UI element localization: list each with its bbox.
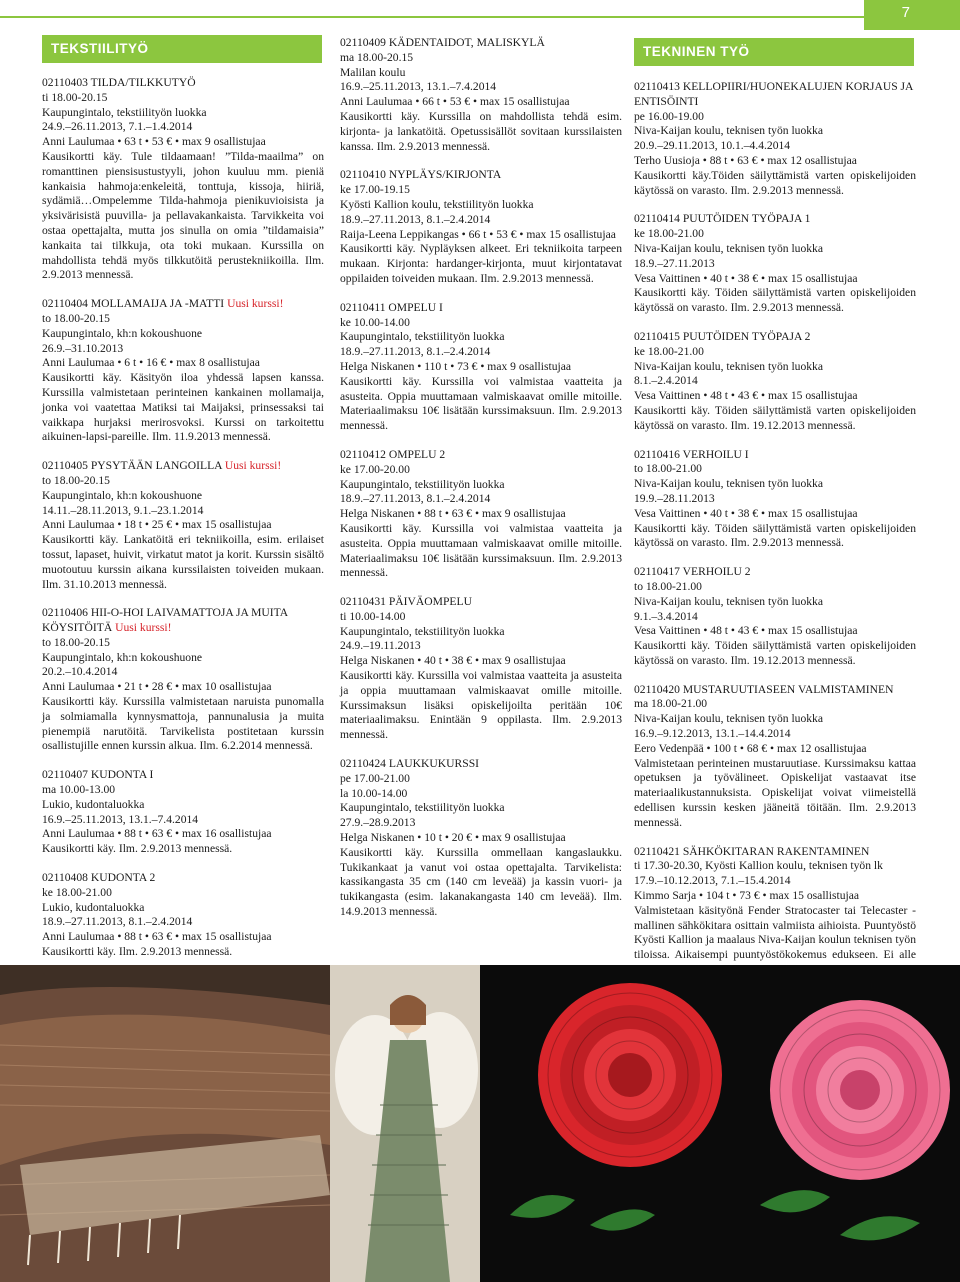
tilda-angel-photo: [330, 965, 480, 1282]
course-detail-line: 18.9.–27.11.2013, 8.1.–2.4.2014: [340, 492, 491, 506]
course-detail-line: 9.1.–3.4.2014: [634, 609, 698, 623]
course-detail-line: Anni Laulumaa • 63 t • 53 € • max 9 osallistujaa: [42, 135, 266, 149]
course-detail-line: Anni Laulumaa • 88 t • 63 € • max 15 osallistujaa: [42, 930, 272, 944]
course-detail-line: ke 18.00-21.00: [634, 344, 704, 358]
course-title-text: 02110408 KUDONTA 2: [42, 871, 156, 885]
course-title: [634, 448, 916, 463]
course-detail-line: 27.9.–28.9.2013: [340, 816, 416, 830]
course-title: [634, 845, 916, 860]
course-title: [42, 871, 324, 886]
course-detail-line: Anni Laulumaa • 18 t • 25 € • max 15 osallistujaa: [42, 518, 272, 532]
course-title-text: 02110405 PYSYTÄÄN LANGOILLA: [42, 459, 222, 473]
column-left-courses: [42, 76, 324, 974]
course-title-text: 02110413 KELLOPIIRI/HUONEKALUJEN KORJAUS JA ENTISÖINTI: [634, 80, 913, 108]
new-course-badge: Uusi kurssi!: [115, 621, 172, 635]
course-title-text: 02110417 VERHOILU 2: [634, 565, 751, 579]
lace-rose-illustration: [480, 965, 960, 1282]
course-detail-line: Niva-Kaijan koulu, teknisen työn luokka: [634, 241, 824, 255]
course-detail-line: Helga Niskanen • 10 t • 20 € • max 9 osallistujaa: [340, 831, 566, 845]
course-detail-line: Kausikortti käy. Ilm. 2.9.2013 mennessä.: [42, 842, 233, 856]
woven-blanket-illustration: [0, 965, 330, 1282]
course-detail-line: Anni Laulumaa • 66 t • 53 € • max 15 osallistujaa: [340, 95, 570, 109]
course-detail-line: Niva-Kaijan koulu, teknisen työn luokka: [634, 594, 824, 608]
page-number-tab: [864, 0, 960, 30]
course-description: Kausikortti käy. Kurssilla valmistetaan naruista punomalla ja solmiamalla kynnysmattoja, pannunalusia ja muita pienempiä narutöitä. Tarvikelista postitetaan kurssin osallistujille ennen kurssin alkua. Ilm. 6.2.2014 mennessä.: [42, 695, 324, 753]
course-detail-line: ti 10.00-14.00: [340, 609, 406, 623]
course-detail-line: Vesa Vaittinen • 40 t • 38 € • max 15 osallistujaa: [634, 271, 858, 285]
course-title: [42, 606, 324, 636]
course-detail-line: ti 17.30-20.30, Kyösti Kallion koulu, teknisen työn lk: [634, 859, 883, 873]
course-detail-line: to 18.00-20.15: [42, 635, 110, 649]
course-entry: [340, 36, 622, 154]
course-detail-line: Kimmo Sarja • 104 t • 73 € • max 15 osallistujaa: [634, 889, 860, 903]
course-title: [340, 36, 622, 51]
course-detail-line: ke 17.00-19.15: [340, 183, 410, 197]
course-description: Kausikortti käy. Kurssilla ommellaan kangaslaukku. Tukikankaat ja vanut voi ostaa opettajalta. Tarvikelista: kassikangasta 35 cm (140 cm leveää) ja kassin vuori- ja tukikangasta (esim. lakanakangasta 140 cm leveää). Ilm. 14.9.2013 mennessä.: [340, 845, 622, 919]
course-detail-line: Kaupungintalo, tekstiilityön luokka: [340, 330, 505, 344]
course-entry: [634, 683, 916, 831]
course-detail-line: Kaupungintalo, tekstiilityön luokka: [340, 801, 505, 815]
course-title: [42, 459, 324, 474]
course-detail-line: Kaupungintalo, tekstiilityön luokka: [340, 624, 505, 638]
course-description: Kausikortti käy. Töiden säilyttämistä varten opiskelijoiden käytössä on varasto. Ilm. 2.9.2013 mennessä.: [634, 521, 916, 550]
course-detail-line: Kaupungintalo, kh:n kokoushuone: [42, 488, 203, 502]
course-detail-line: Kaupungintalo, kh:n kokoushuone: [42, 650, 203, 664]
course-entry: [42, 606, 324, 754]
course-description: Kausikortti käy. Kurssilla voi valmistaa vaatteita ja asusteita. Oppia muuttamaan valmiskaavat omille mitoille. Materiaalimaksu 10€ lisätään kurssimaksuun. Ilm. 2.9.2013 mennessä.: [340, 374, 622, 433]
course-detail-line: 19.9.–28.11.2013: [634, 491, 715, 505]
course-entry: [340, 757, 622, 920]
column-right-courses: [634, 80, 916, 1007]
course-description: Kausikortti käy.Töiden säilyttämistä varten opiskelijoiden käytössä on varasto. Ilm. 2.9.2013 mennessä.: [634, 168, 916, 197]
course-detail-line: ma 10.00-13.00: [42, 783, 116, 797]
course-detail-line: 18.9.–27.11.2013, 8.1.–2.4.2014: [340, 345, 491, 359]
course-title-text: 02110421 SÄHKÖKITARAN RAKENTAMINEN: [634, 844, 870, 858]
course-detail-line: to 18.00-20.15: [42, 311, 110, 325]
course-title: [340, 595, 622, 610]
course-title-text: 02110407 KUDONTA I: [42, 768, 154, 782]
course-description: Kausikortti käy. Tule tildaamaan! ”Tilda-maailma” on romanttinen piensisustustyyli, johon kuuluu mm. pieniä kankaisia hahmoja:enkeleitä, tonttuja, kissoja, hiiriä, sydämiä…Ompelemme Tilda-hahmoja pienikuvioisista ja yksivärisistä puuvilla- ja pellavakankaista. Tarvikkeita voi ostaa opettajalta, mutta jos sinulla on omia ”tildamaisia” kankaita tai tilkkuja, ota toki mukaan. Kurssilla on mahdollista tehdä myös tilkkutöitä perustekniikoilla. Ilm. 2.9.2013 mennessä.: [42, 149, 324, 282]
course-detail-line: to 18.00-20.15: [42, 473, 110, 487]
course-title: [340, 757, 622, 772]
course-detail-line: Niva-Kaijan koulu, teknisen työn luokka: [634, 477, 824, 491]
course-detail-line: Lukio, kudontaluokka: [42, 797, 145, 811]
course-title: [42, 297, 324, 312]
course-detail-line: ma 18.00-21.00: [634, 697, 708, 711]
course-detail-line: 24.9.–26.11.2013, 7.1.–1.4.2014: [42, 120, 193, 134]
course-entry: [634, 212, 916, 316]
course-title-text: 02110404 MOLLAMAIJA JA -MATTI: [42, 297, 225, 311]
course-detail-line: pe 16.00-19.00: [634, 109, 704, 123]
course-detail-line: Kaupungintalo, tekstiilityön luokka: [42, 105, 207, 119]
course-detail-line: 20.2.–10.4.2014: [42, 665, 118, 679]
course-title: [340, 168, 622, 183]
course-detail-line: Kaupungintalo, tekstiilityön luokka: [340, 477, 505, 491]
course-entry: [634, 330, 916, 434]
course-detail-line: 24.9.–19.11.2013: [340, 639, 421, 653]
course-title-text: 02110411 OMPELU I: [340, 300, 443, 314]
course-detail-line: Malilan koulu: [340, 65, 406, 79]
course-detail-line: Terho Uusioja • 88 t • 63 € • max 12 osallistujaa: [634, 153, 857, 167]
section-heading-tekstiilityo: TEKSTIILITYÖ: [42, 35, 322, 63]
course-detail-line: 18.9.–27.11.2013: [634, 256, 715, 270]
course-title: [634, 330, 916, 345]
course-detail-line: 16.9.–9.12.2013, 13.1.–14.4.2014: [634, 727, 791, 741]
new-course-badge: Uusi kurssi!: [227, 297, 284, 311]
course-description: Kausikortti käy. Nypläyksen alkeet. Eri tekniikoita tarpeen mukaan. Kirjonta: hardanger-kirjonta, muut kirjontatavat oppilaiden toiveiden mukaan. Ilm. 2.9.2013 mennessä.: [340, 242, 622, 285]
course-detail-line: Anni Laulumaa • 6 t • 16 € • max 8 osallistujaa: [42, 356, 260, 370]
header-rule: [0, 16, 960, 18]
course-entry: [634, 565, 916, 669]
course-detail-line: Niva-Kaijan koulu, teknisen työn luokka: [634, 359, 824, 373]
course-detail-line: 18.9.–27.11.2013, 8.1.–2.4.2014: [42, 915, 193, 929]
course-title: [634, 212, 916, 227]
course-detail-line: Niva-Kaijan koulu, teknisen työn luokka: [634, 712, 824, 726]
course-detail-line: 16.9.–25.11.2013, 13.1.–7.4.2014: [340, 80, 497, 94]
course-title-text: 02110409 KÄDENTAIDOT, MALISKYLÄ: [340, 36, 545, 49]
course-title: [340, 301, 622, 316]
course-detail-line: Kausikortti käy. Ilm. 2.9.2013 mennessä.: [42, 945, 233, 959]
section-heading-tekninen-tyo: TEKNINEN TYÖ: [634, 38, 914, 66]
course-detail-line: Helga Niskanen • 110 t • 73 € • max 9 osallistujaa: [340, 359, 572, 373]
course-detail-line: 20.9.–29.11.2013, 10.1.–4.4.2014: [634, 139, 791, 153]
column-middle-courses: [340, 36, 622, 934]
tilda-angel-illustration: [330, 965, 480, 1282]
course-detail-line: 16.9.–25.11.2013, 13.1.–7.4.2014: [42, 812, 199, 826]
course-description: Kausikortti käy. Töiden säilyttämistä varten opiskelijoiden käytössä on varasto. Ilm. 19.12.2013 mennessä.: [634, 639, 916, 667]
course-detail-line: la 10.00-14.00: [340, 786, 408, 800]
course-detail-line: ke 18.00-21.00: [634, 227, 704, 241]
course-entry: [42, 76, 324, 283]
course-description: Kausikortti käy. Käsityön iloa yhdessä lapsen kanssa. Kurssilla valmistetaan perinteinen kankainen mollamaija, jonka voi vaatettaa Matiksi tai Maijaksi, prinsessaksi tai vaikkapa hurjaksi merirosvoksi. Kurssi on tarkoitettu aikuinen-lapsi-pareille. Ilm. 11.9.2013 mennessä.: [42, 371, 324, 444]
course-detail-line: 17.9.–10.12.2013, 7.1.–15.4.2014: [634, 874, 791, 888]
course-description: Kausikortti käy. Kurssilla on mahdollista tehdä esim. kirjonta- ja lankatöitä. Opetussisällöt sovitaan kurssilaisten kanssa. Ilm. 2.9.2013 mennessä.: [340, 109, 622, 153]
course-title-text: 02110431 PÄIVÄOMPELU: [340, 595, 472, 609]
course-detail-line: Eero Vedenpää • 100 t • 68 € • max 12 osallistujaa: [634, 741, 867, 755]
course-title-text: 02110406 HII-O-HOI LAIVAMATTOJA JA MUITA KÖYSITÖITÄ: [42, 606, 288, 635]
course-description: Valmistetaan perinteinen mustaruutiase. Kurssimaksu kattaa opetuksen ja työvälineet. Opiskelijat vastaavat itse materiaalikustannuksista. Opiskelijat voivat viimeistellä edellisen kurssin kesken jääneitä töitään. Ilm. 2.9.2013 mennessä.: [634, 756, 916, 829]
course-entry: [340, 168, 622, 286]
course-entry: [42, 459, 324, 592]
course-detail-line: Kyösti Kallion koulu, tekstiilityön luokka: [340, 197, 534, 211]
course-detail-line: Anni Laulumaa • 88 t • 63 € • max 16 osallistujaa: [42, 827, 272, 841]
new-course-badge: Uusi kurssi!: [224, 459, 282, 473]
course-detail-line: ke 17.00-20.00: [340, 462, 410, 476]
course-detail-line: ti 18.00-20.15: [42, 90, 108, 104]
course-title: [42, 76, 324, 91]
course-title-text: 02110403 TILDA/TILKKUTYÖ: [42, 76, 196, 89]
course-description: Kausikortti käy. Lankatöitä eri tekniikoilla, esim. erilaiset tossut, lapaset, huivit, virkatut matot ja korit. Kurssin sisältö muotoutuu kurssin aikana kurssilaisten toiveiden mukaan. Ilm. 31.10.2013 mennessä.: [42, 533, 324, 591]
course-entry: [42, 768, 324, 857]
course-detail-line: Vesa Vaittinen • 48 t • 43 € • max 15 osallistujaa: [634, 389, 858, 403]
course-detail-line: Helga Niskanen • 88 t • 63 € • max 9 osallistujaa: [340, 507, 566, 521]
course-description: Kausikortti käy. Töiden säilyttämistä varten opiskelijoiden käytössä on varasto. Ilm. 2.9.2013 mennessä.: [634, 286, 916, 315]
course-detail-line: Raija-Leena Leppikangas • 66 t • 53 € • max 15 osallistujaa: [340, 227, 616, 241]
course-detail-line: Vesa Vaittinen • 48 t • 43 € • max 15 osallistujaa: [634, 624, 858, 638]
course-entry: [42, 297, 324, 445]
lace-rose-photo: [480, 965, 960, 1282]
course-title-text: 02110416 VERHOILU I: [634, 447, 749, 461]
course-title-text: 02110412 OMPELU 2: [340, 447, 446, 461]
course-title-text: 02110414 PUUTÖIDEN TYÖPAJA 1: [634, 212, 811, 226]
course-detail-line: ke 18.00-21.00: [42, 885, 112, 899]
course-detail-line: pe 17.00-21.00: [340, 771, 410, 785]
course-entry: [340, 595, 622, 743]
course-detail-line: ma 18.00-20.15: [340, 50, 414, 64]
course-title: [340, 448, 622, 463]
course-title: [634, 683, 916, 698]
course-description: Kausikortti käy. Kurssilla voi valmistaa vaatteita ja asusteita. Oppia muuttamaan valmiskaavat omille mitoille. Materiaalimaksu 10€ lisätään kurssimaksuun. Ilm. 2.9.2013 mennessä.: [340, 521, 622, 580]
course-entry: [634, 448, 916, 552]
course-detail-line: Niva-Kaijan koulu, teknisen työn luokka: [634, 124, 824, 138]
course-entry: [42, 871, 324, 960]
course-detail-line: ke 10.00-14.00: [340, 315, 410, 329]
course-detail-line: Anni Laulumaa • 21 t • 28 € • max 10 osallistujaa: [42, 680, 272, 694]
page-number: 7: [901, 4, 910, 21]
course-title-text: 02110420 MUSTARUUTIASEEN VALMISTAMINEN: [634, 682, 894, 696]
course-description: Valmistetaan käsityönä Fender Stratocaster tai Telecaster -mallinen sähkökitara osittain valmiista aihioista. Puuntyöstö Kyösti Kallion ja maalaus Niva-Kaijan koulun teknisen työn tiloissa. Aikaisempi puuntyöstökokemus edukseen. Ei alle: [634, 903, 916, 962]
course-entry: [340, 301, 622, 434]
course-detail-line: Lukio, kudontaluokka: [42, 900, 145, 914]
course-detail-line: 8.1.–2.4.2014: [634, 374, 698, 388]
course-detail-line: 14.11.–28.11.2013, 9.1.–23.1.2014: [42, 503, 204, 517]
course-detail-line: to 18.00-21.00: [634, 462, 702, 476]
course-title: [42, 768, 324, 783]
course-description: Kausikortti käy. Töiden säilyttämistä varten opiskelijoiden käytössä on varasto. Ilm. 19.12.2013 mennessä.: [634, 403, 916, 432]
top-header-bar: [0, 0, 960, 30]
course-title-text: 02110410 NYPLÄYS/KIRJONTA: [340, 168, 502, 182]
course-detail-line: Vesa Vaittinen • 40 t • 38 € • max 15 osallistujaa: [634, 506, 858, 520]
course-entry: [340, 448, 622, 581]
woven-blanket-photo: [0, 965, 330, 1282]
course-title-text: 02110424 LAUKKUKURSSI: [340, 757, 480, 771]
course-detail-line: 18.9.–27.11.2013, 8.1.–2.4.2014: [340, 212, 491, 226]
course-title: [634, 565, 916, 580]
course-detail-line: Helga Niskanen • 40 t • 38 € • max 9 osallistujaa: [340, 654, 566, 668]
course-detail-line: Kaupungintalo, kh:n kokoushuone: [42, 326, 203, 340]
course-title: [634, 80, 916, 110]
course-detail-line: to 18.00-21.00: [634, 579, 702, 593]
course-entry: [634, 80, 916, 198]
course-detail-line: 26.9.–31.10.2013: [42, 341, 124, 355]
course-title-text: 02110415 PUUTÖIDEN TYÖPAJA 2: [634, 329, 811, 343]
course-description: Kausikortti käy. Kurssilla voi valmistaa vaatteita ja asusteita ja oppia muuttamaan valmiskaavat omille mitoille. Kurssimaksun lisäksi opiskelijoilta peritään 10€ materiaalimaksu. Enintään 9 oppilasta. Ilm. 2.9.2013 mennessä.: [340, 669, 622, 742]
